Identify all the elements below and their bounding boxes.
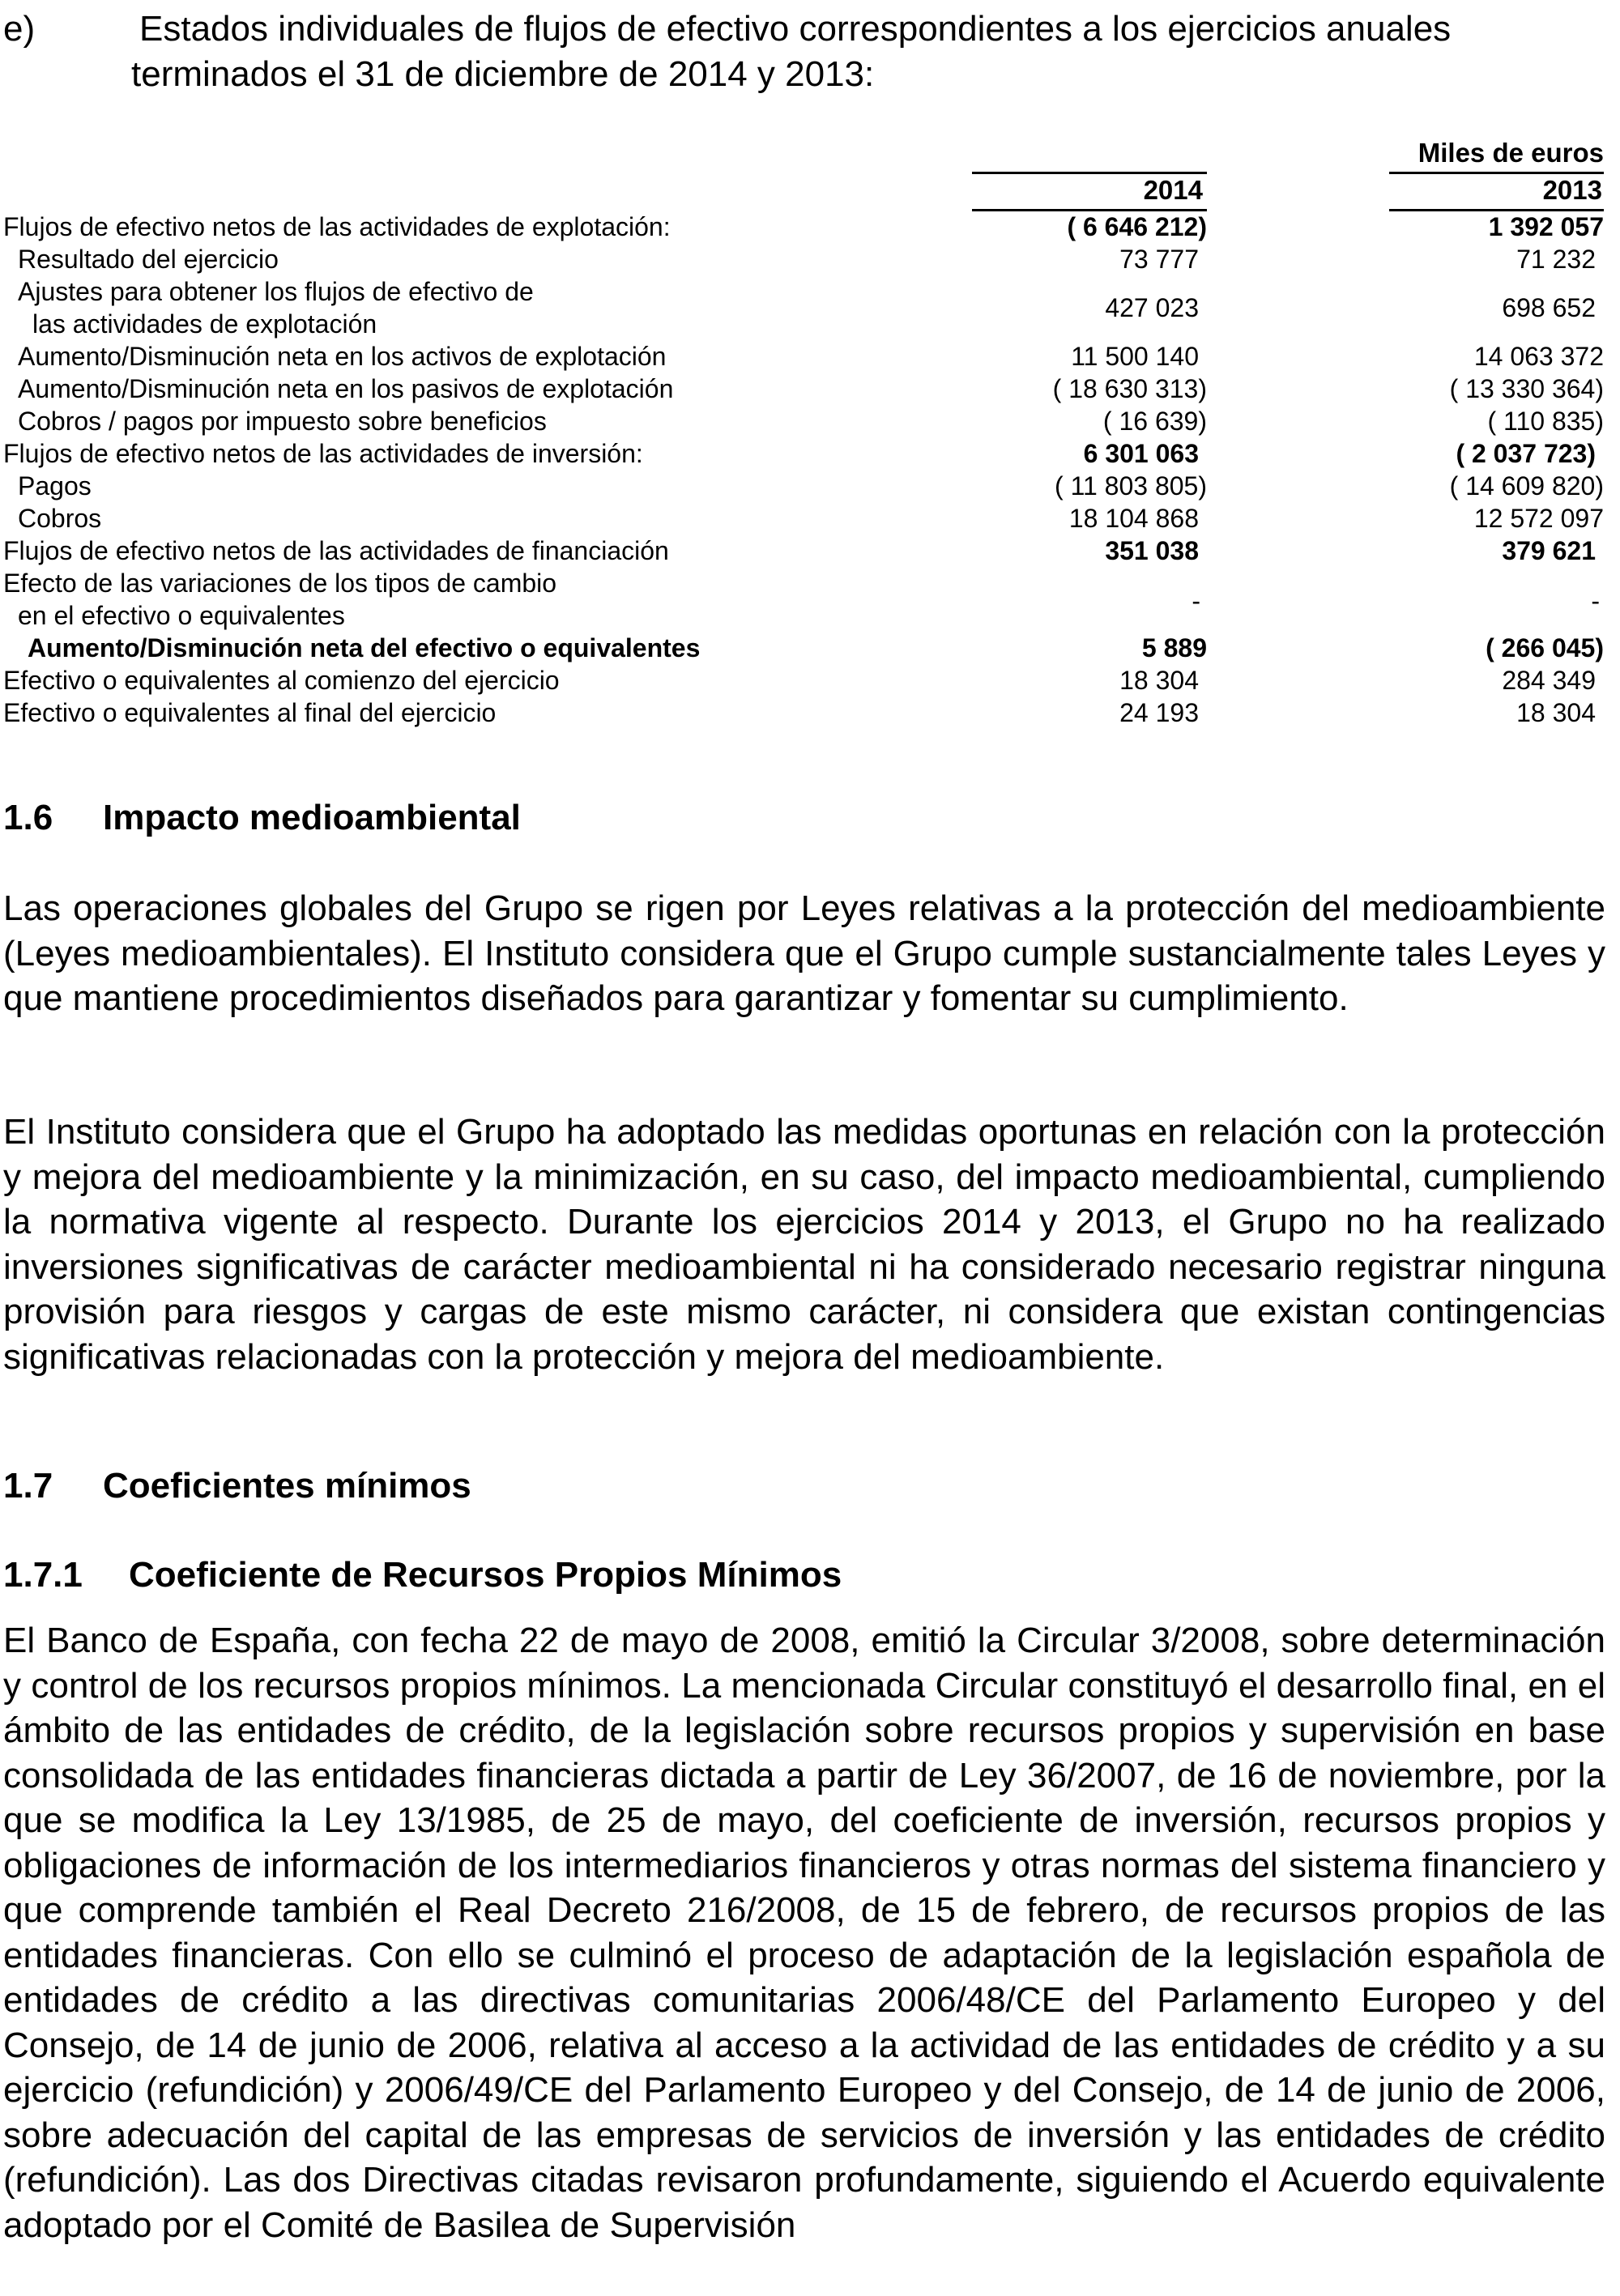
row-label: Pagos: [18, 471, 92, 501]
section-e-title-line1: Estados individuales de flujos de efectivo correspondientes a los ejercicios anuales: [139, 9, 1452, 49]
row-label-continued: las actividades de explotación: [32, 309, 377, 339]
value-2013: 18 304: [1516, 698, 1596, 727]
value-2014: 11 500 140: [1071, 342, 1199, 371]
row-label: Aumento/Disminución neta en los activos de explotación: [18, 342, 667, 371]
row-label: Ajustes para obtener los flujos de efectivo de: [18, 277, 534, 306]
value-2014: 6 301 063: [1083, 439, 1199, 468]
table-row: [0, 275, 1620, 340]
value-2013: ( 110 835): [1487, 407, 1604, 436]
row-label: Cobros / pagos por impuesto sobre beneficios: [18, 407, 547, 436]
row-label: Resultado del ejercicio: [18, 245, 279, 274]
header-rule-2014: [972, 172, 1207, 174]
row-label: Efecto de las variaciones de los tipos de cambio: [3, 569, 557, 598]
value-2013: 71 232: [1516, 245, 1596, 274]
value-2013: 12 572 097: [1473, 504, 1604, 533]
paragraph: El Banco de España, con fecha 22 de mayo de 2008, emitió la Circular 3/2008, sobre determinación y control de los recursos propios mínimos. La mencionada Circular constituyó el desarrollo final, en el ámbito de las entidades de crédito, de la legislación sobre recursos propios y supervisión en base consolidada de las entidades financieras dictada a partir de Ley 36/2007, de 16 de noviembre, por la que se modifica la Ley 13/1985, de 25 de mayo, del coeficiente de inversión, recursos propios y obligaciones de información de los intermediarios financieros y otras normas del sistema financiero y que comprende también el Real Decreto 216/2008, de 15 de febrero, de recursos propios de las entidades financieras. Con ello se culminó el proceso de adaptación de la legislación española de entidades de crédito a las directivas comunitarias 2006/48/CE del Parlamento Europeo y del Consejo, de 14 de junio de 2006, relativa al acceso a la actividad de las entidades de crédito y a su ejercicio (refundición) y 2006/49/CE del Parlamento Europeo y del Consejo, de 14 de junio de 2006, sobre adecuación del capital de las empresas de servicios de inversión y las entidades de crédito (refundición). Las dos Directivas citadas revisaron profundamente, siguiendo el Acuerdo equivalente adoptado por el Comité de Basilea de Supervisión: [3, 1621, 1605, 2245]
value-2014: ( 16 639): [1102, 407, 1207, 436]
table-row: [0, 567, 1620, 632]
value-2014: 18 304: [1119, 666, 1199, 695]
row-label-continued: en el efectivo o equivalentes: [18, 601, 345, 630]
value-2013: ( 2 037 723): [1456, 439, 1596, 468]
paragraph: Las operaciones globales del Grupo se rigen por Leyes relativas a la protección del medioambiente (Leyes medioambientales). El Instituto considera que el Grupo cumple sustancialmente tales Leyes y que mantiene procedimientos diseñados para garantizar y fomentar su cumplimiento.: [3, 888, 1605, 1018]
row-label: Flujos de efectivo netos de las actividades de inversión:: [3, 439, 643, 468]
row-label: Flujos de efectivo netos de las actividades de financiación: [3, 536, 669, 565]
value-2014: 73 777: [1119, 245, 1199, 274]
value-2014: ( 11 803 805): [1055, 471, 1207, 501]
value-2014: -: [1192, 586, 1200, 616]
column-header-2014: 2014: [1143, 175, 1203, 205]
column-header-2013: 2013: [1542, 175, 1602, 205]
value-2014: 351 038: [1105, 536, 1199, 565]
row-label: Cobros: [18, 504, 102, 533]
value-2013: 698 652: [1502, 293, 1596, 322]
value-2013: 284 349: [1502, 666, 1596, 695]
value-2013: ( 13 330 364): [1449, 374, 1604, 403]
value-2013: ( 14 609 820): [1449, 471, 1604, 501]
value-2014: 24 193: [1119, 698, 1199, 727]
table-unit-label: Miles de euros: [1418, 138, 1604, 168]
value-2014: 427 023: [1105, 293, 1199, 322]
section-e-label: e): [3, 9, 36, 49]
value-2013: 1 392 057: [1488, 212, 1604, 241]
value-2013: 379 621: [1502, 536, 1596, 565]
header-rule-2013: [1389, 172, 1604, 174]
section-number: 1.6: [3, 798, 53, 837]
section-e-title-line2: terminados el 31 de diciembre de 2014 y 2013:: [131, 54, 875, 94]
value-2013: -: [1591, 586, 1600, 616]
value-2014: 5 889: [1141, 633, 1207, 662]
section-title: Impacto medioambiental: [103, 798, 521, 837]
section-number: 1.7.1: [3, 1555, 83, 1595]
paragraph: El Instituto considera que el Grupo ha adoptado las medidas oportunas en relación con la protección y mejora del medioambiente y la minimización, en su caso, del impacto medioambiental, cumpliendo la normativa vigente al respecto. Durante los ejercicios 2014 y 2013, el Grupo no ha realizado inversiones significativas de carácter medioambiental ni ha considerado necesario registrar ninguna provisión para riesgos y cargas de este mismo carácter, ni considera que existan contingencias significativas relacionadas con la protección y mejora del medioambiente.: [3, 1112, 1605, 1377]
row-label: Efectivo o equivalentes al comienzo del ejercicio: [3, 666, 560, 695]
value-2014: 18 104 868: [1068, 504, 1199, 533]
value-2013: 14 063 372: [1473, 342, 1604, 371]
section-number: 1.7: [3, 1466, 53, 1506]
section-title: Coeficiente de Recursos Propios Mínimos: [129, 1555, 842, 1595]
row-label: Aumento/Disminución neta del efectivo o equivalentes: [28, 633, 701, 662]
section-title: Coeficientes mínimos: [103, 1466, 471, 1506]
row-label: Efectivo o equivalentes al final del ejercicio: [3, 698, 497, 727]
value-2014: ( 18 630 313): [1052, 374, 1207, 403]
value-2014: ( 6 646 212): [1067, 212, 1207, 241]
value-2013: ( 266 045): [1486, 633, 1604, 662]
row-label: Flujos de efectivo netos de las actividades de explotación:: [3, 212, 671, 241]
row-label: Aumento/Disminución neta en los pasivos de explotación: [18, 374, 674, 403]
